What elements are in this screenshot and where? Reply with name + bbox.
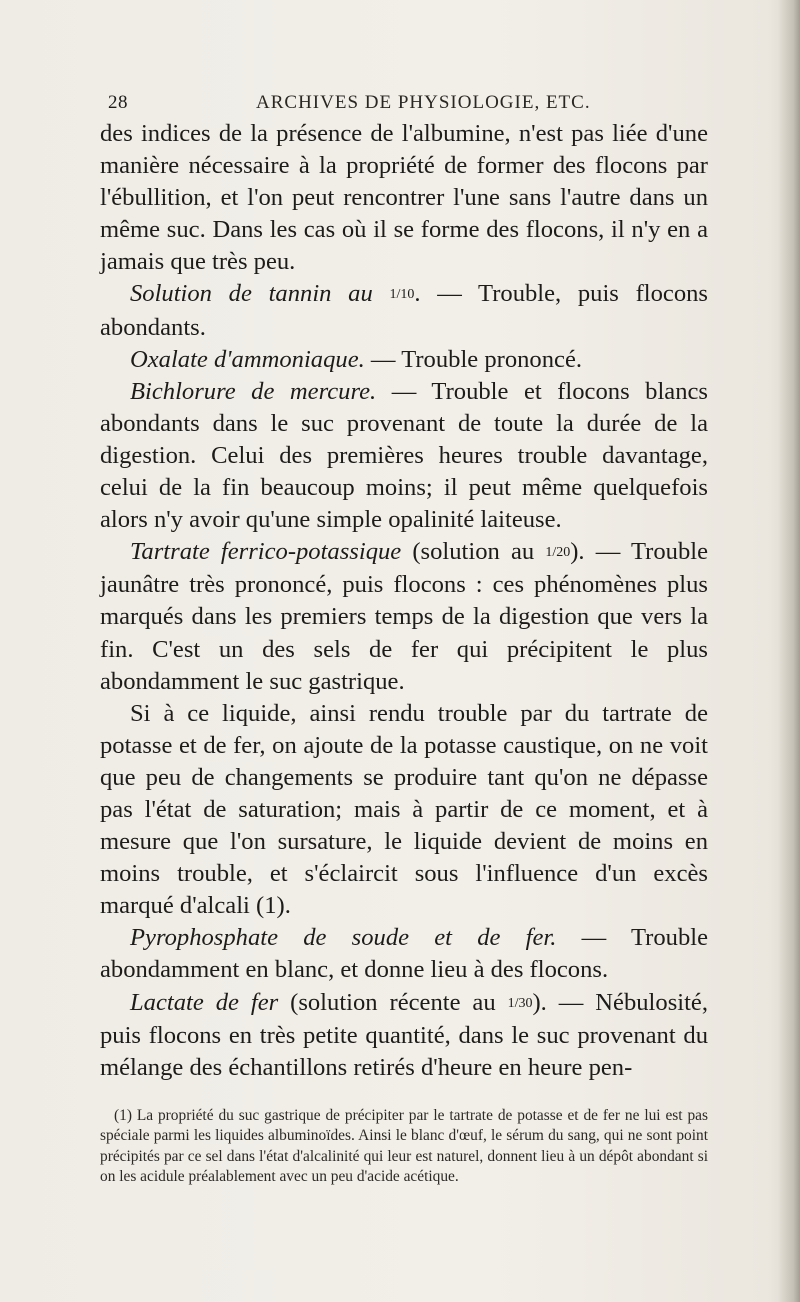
reagent-term: Lactate de fer [130,988,279,1016]
reagent-term: Solution de tannin au [130,280,373,308]
paragraph-text: — Trouble et flocons blancs abondants dans le suc provenant de toute la durée de la digestion. Celui des premières heures trouble davantage, celui de la fin beaucoup moins; il peut même quelquefois alors n'y avoir qu'une simple opalinité laiteuse. [100,377,709,534]
fraction: 1/20 [545,545,571,561]
paragraph-oxalate [100,344,708,376]
main-text [100,118,708,1084]
paragraph-text: (solution récente au [278,988,508,1016]
reagent-term: Tartrate ferrico-potassique [130,538,402,566]
paragraph-text: (solution au [401,538,546,566]
paragraph-tannin [100,278,708,343]
page-header [108,92,708,116]
paragraph-tartrate [100,536,708,697]
paragraph-continuation: des indices de la présence de l'albumine, n'est pas liée d'une manière nécessaire à la propriété de former des flocons par l'ébullition, et l'on peut rencontrer l'une sans l'autre dans un même suc. Dans les cas où il se forme des flocons, il n'y en a jamais que très peu. [100,120,708,276]
fraction: 1/10 [389,287,415,303]
footnote-1: (1) La propriété du suc gastrique de précipiter par le tartrate de potasse et de fer ne lui est pas spéciale parmi les liquides albuminoïdes. Ainsi le blanc d'œuf, le sérum du sang, qui ne sont point précipités par ce sel dans l'état d'alcalinité qui leur est naturel, donnent lieu à un dépôt abondant si on les acidule préalablement avec un peu d'acide acétique. [100,1107,708,1186]
paragraph-pyrophosphate [100,922,708,986]
page-number: 28 [108,92,128,113]
running-title: ARCHIVES DE PHYSIOLOGIE, ETC. [256,92,591,113]
paragraph-text: ). — Nébulosité, puis flocons en très petite quantité, dans le suc provenant du mélange des échantillons retirés d'heure en heure pen- [100,988,708,1081]
paragraph-lactate [100,987,708,1084]
paragraph-text: ). — Trouble jaunâtre très prononcé, puis flocons : ces phénomènes plus marqués dans les premiers temps de la digestion que vers la fin. C'est un des sels de fer qui précipitent le plus abondamment le suc gastrique. [100,538,708,695]
reagent-term: Oxalate d'ammoniaque. [130,345,365,373]
footnotes [100,1106,708,1188]
paragraph-text: — Trouble prononcé. [364,345,583,373]
paragraph-bichlorure [100,376,708,536]
paragraph-potasse: Si à ce liquide, ainsi rendu trouble par du tartrate de potasse et de fer, on ajoute de la potasse caustique, on ne voit que peu de changements se produire tant qu'on ne dépasse pas l'état de saturation; mais à partir de ce moment, et à mesure que l'on sursature, le liquide devient de moins en moins trouble, et s'éclaircit sous l'influence d'un excès marqué d'alcali (1). [100,699,708,920]
paragraph-text: — Trouble abondamment en blanc, et donne lieu à des flocons. [100,924,709,984]
fraction: 1/30 [507,995,533,1011]
reagent-term: Bichlorure de mercure. [130,377,377,405]
reagent-term: Pyrophosphate de soude et de fer. [130,924,557,952]
page-edge-shadow [778,0,800,1302]
paragraph-text: . — Trouble, puis flocons abondants. [100,280,708,341]
